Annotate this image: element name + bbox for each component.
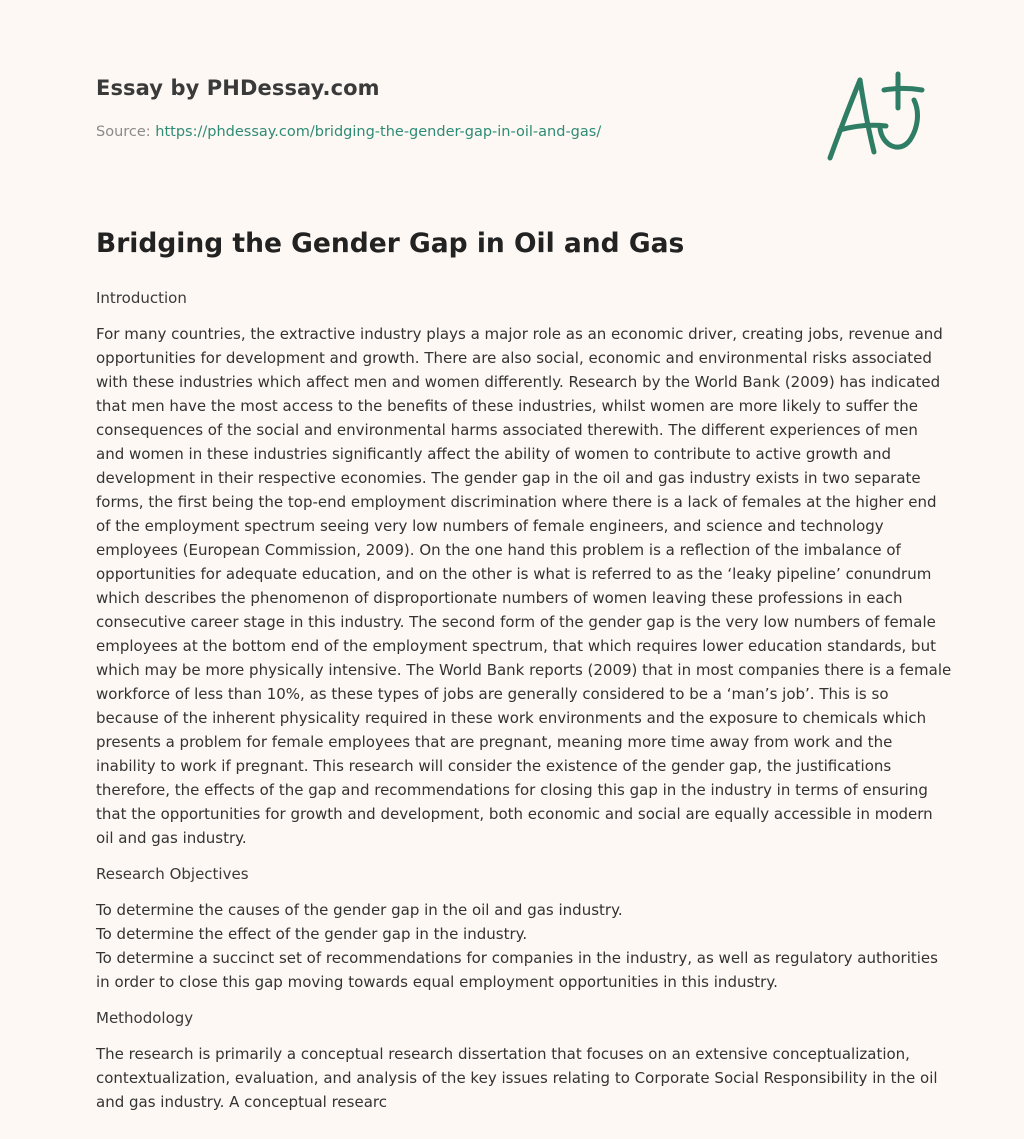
paragraph-line: To determine the effect of the gender gap in the industry.	[96, 925, 528, 943]
paragraph-line: workforce of less than 10%, as these types of jobs are generally considered to be a ‘man’s job’. This is so	[96, 685, 889, 703]
paragraph-line: and women in these industries significantly affect the ability of women to contribute to active growth and	[96, 445, 892, 463]
paragraph-line: presents a problem for female employees that are pregnant, meaning more time away from work and the	[96, 733, 893, 751]
paragraph-line: that men have the most access to the benefits of these industries, whilst women are more likely to suffer the	[96, 397, 919, 415]
paragraph-line: therefore, the effects of the gap and recommendations for closing this gap in the industry in terms of ensuring	[96, 781, 928, 799]
paragraph-line: oil and gas industry.	[96, 829, 247, 847]
paragraph-line: with these industries which affect men and women differently. Research by the World Bank (2009) has indicated	[96, 373, 941, 391]
paragraph-line: forms, the first being the top-end employment discrimination where there is a lack of females at the higher end	[96, 493, 937, 511]
essay-paragraph	[96, 1042, 938, 1114]
source-link[interactable]: https://phdessay.com/bridging-the-gender-gap-in-oil-and-gas/	[155, 124, 602, 140]
paragraph-line: opportunities for adequate education, and on the other is what is referred to as the ‘leaky pipeline’ conundrum	[96, 565, 932, 583]
paragraph-line: in order to close this gap moving towards equal employment opportunities in this industry.	[96, 973, 778, 991]
a-plus-logo-svg	[818, 66, 930, 166]
paragraph-line: of the employment spectrum seeing very low numbers of female engineers, and science and technology	[96, 517, 884, 535]
paragraph-line: For many countries, the extractive industry plays a major role as an economic driver, creating jobs, revenue and	[96, 325, 943, 343]
paragraph-line: development in their respective economies. The gender gap in the oil and gas industry exists in two separate	[96, 469, 921, 487]
source-line	[96, 124, 601, 140]
paragraph-line: contextualization, evaluation, and analysis of the key issues relating to Corporate Social Responsibility in the oil	[96, 1069, 938, 1087]
paragraph-line: opportunities for development and growth. There are also social, economic and environmental risks associated	[96, 349, 932, 367]
paragraph-line: To determine the causes of the gender gap in the oil and gas industry.	[96, 901, 623, 919]
paragraph-line: consequences of the social and environmental harms associated therewith. The different experiences of men	[96, 421, 918, 439]
paragraph-line: consecutive career stage in this industry. The second form of the gender gap is the very low numbers of female	[96, 613, 936, 631]
essay-paragraph	[96, 898, 938, 994]
paragraph-line: and gas industry. A conceptual researc	[96, 1093, 387, 1111]
a-plus-grade-logo-icon	[818, 66, 930, 166]
paragraph-line: which may be more physically intensive. The World Bank reports (2009) that in most companies there is a female	[96, 661, 952, 679]
paragraph-line: employees (European Commission, 2009). On the one hand this problem is a reflection of the imbalance of	[96, 541, 901, 559]
source-label: Source:	[96, 124, 151, 140]
paragraph-line: The research is primarily a conceptual research dissertation that focuses on an extensive conceptualization,	[96, 1045, 910, 1063]
site-brand: Essay by PHDessay.com	[96, 76, 380, 100]
paragraph-line: which describes the phenomenon of disproportionate numbers of women leaving these professions in each	[96, 589, 903, 607]
paragraph-line: To determine a succinct set of recommendations for companies in the industry, as well as regulatory authorities	[96, 949, 938, 967]
paragraph-line: inability to work if pregnant. This research will consider the existence of the gender gap, the justifications	[96, 757, 892, 775]
section-heading: Introduction	[96, 289, 187, 307]
essay-title: Bridging the Gender Gap in Oil and Gas	[96, 228, 685, 259]
section-heading: Methodology	[96, 1009, 194, 1027]
paragraph-line: that the opportunities for growth and development, both economic and social are equally accessible in modern	[96, 805, 933, 823]
essay-body	[96, 286, 952, 1126]
section-heading: Research Objectives	[96, 865, 249, 883]
paragraph-line: because of the inherent physicality required in these work environments and the exposure to chemicals which	[96, 709, 927, 727]
essay-paragraph	[96, 322, 952, 850]
paragraph-line: employees at the bottom end of the employment spectrum, that which requires lower education standards, but	[96, 637, 936, 655]
